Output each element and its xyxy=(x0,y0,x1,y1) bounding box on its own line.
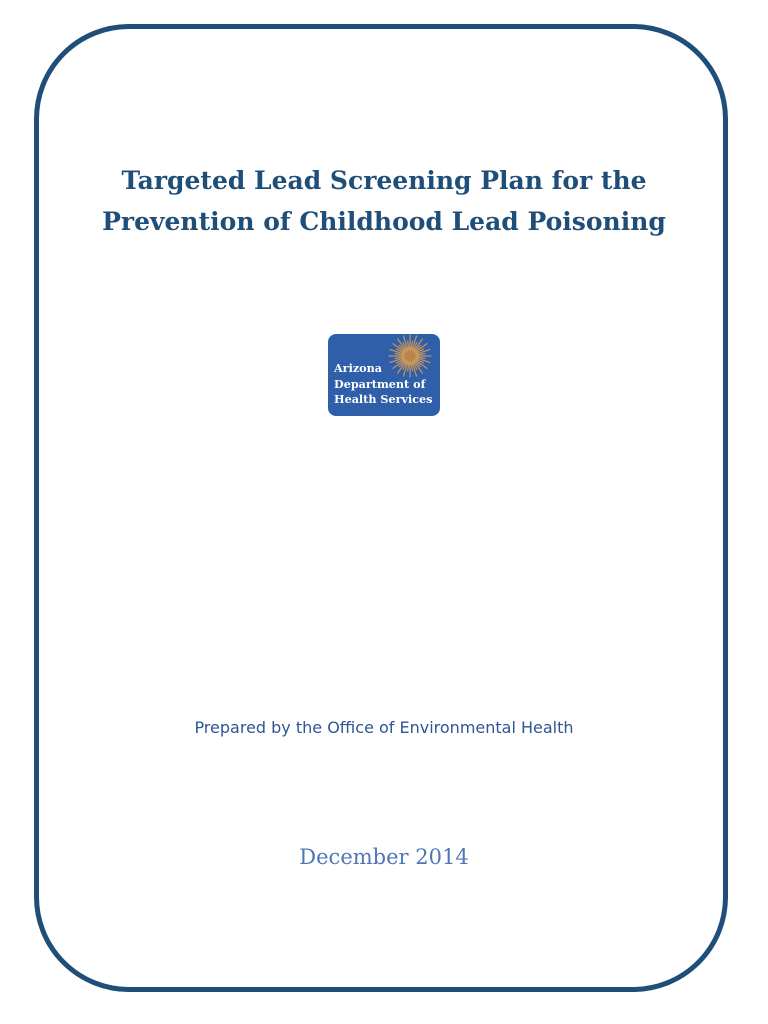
title-line-2: Prevention of Childhood Lead Poisoning xyxy=(102,207,666,236)
prepared-by-line: Prepared by the Office of Environmental Health xyxy=(194,718,574,737)
title-line-1: Targeted Lead Screening Plan for the xyxy=(121,166,647,195)
sun-ray xyxy=(395,357,402,358)
logo-line-3: Health Services xyxy=(334,392,433,406)
publication-date: December 2014 xyxy=(299,845,469,869)
sun-ray xyxy=(418,354,425,355)
sun-ray xyxy=(395,354,402,355)
logo-line-1: Arizona xyxy=(334,361,383,375)
sun-ray xyxy=(411,341,412,348)
document-title xyxy=(0,160,768,242)
sun-ray xyxy=(418,357,425,358)
logo-text xyxy=(334,361,432,408)
logo-line-2: Department of xyxy=(334,376,426,391)
adhs-logo xyxy=(328,334,440,416)
sun-ray xyxy=(408,341,409,348)
